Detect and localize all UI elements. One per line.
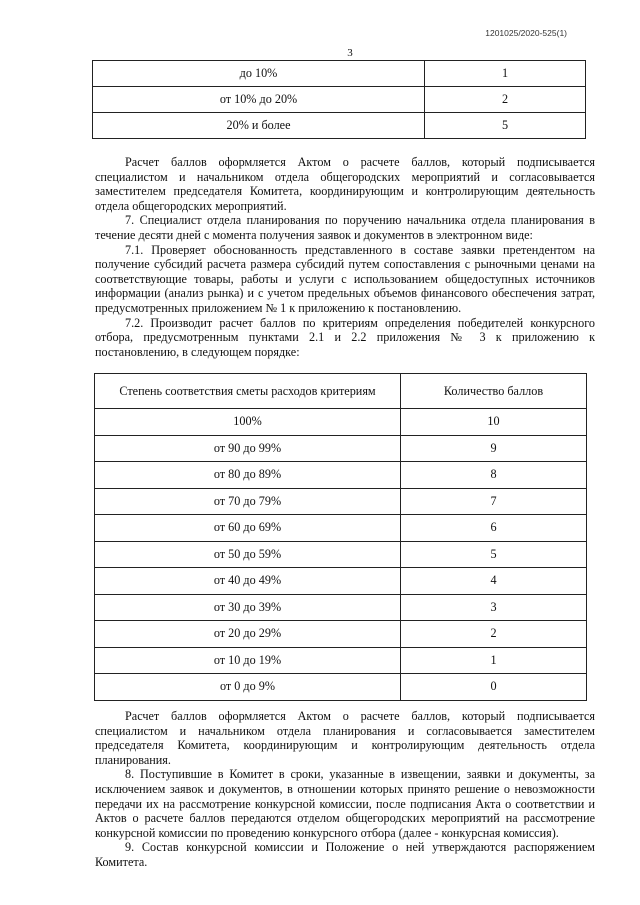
table-row <box>93 87 586 113</box>
paragraph-score-act: Расчет баллов оформляется Актом о расчете баллов, который подписывается специалистом и начальником отдела общегородских мероприятий и согласовывается заместителем председателя Комитета, координирующим и контролирующим деятельность отдела общегородских мероприятий. <box>95 155 595 213</box>
table-cell-score: 2 <box>425 87 586 113</box>
table-row <box>95 647 587 674</box>
table-row <box>95 674 587 701</box>
table-row <box>95 594 587 621</box>
table-row <box>95 568 587 595</box>
table-cell-range: от 40 до 49% <box>95 568 401 595</box>
table-row <box>95 409 587 436</box>
table-cell-score: 6 <box>401 515 587 542</box>
table-cell-score: 5 <box>425 113 586 139</box>
table-cell-range: от 60 до 69% <box>95 515 401 542</box>
paragraph-item-7: 7. Специалист отдела планирования по поручению начальника отдела планирования в течение десяти дней с момента получения заявок и документов в электронном виде: <box>95 213 595 242</box>
score-table-1 <box>92 60 586 139</box>
table-header-criteria: Степень соответствия сметы расходов критериям <box>95 374 401 409</box>
table-cell-range: от 10% до 20% <box>93 87 425 113</box>
body-text-section-2 <box>95 709 595 870</box>
paragraph-score-act-planning: Расчет баллов оформляется Актом о расчете баллов, который подписывается специалистом и начальником отдела планирования и согласовывается заместителем председателя Комитета, координирующим и контролирующим деятельность отдела планирования. <box>95 709 595 767</box>
table-row <box>95 462 587 489</box>
body-text-section-1 <box>95 155 595 359</box>
table-cell-range: от 90 до 99% <box>95 435 401 462</box>
table-cell-range: от 80 до 89% <box>95 462 401 489</box>
table-header-row <box>95 374 587 409</box>
table-cell-score: 9 <box>401 435 587 462</box>
table-cell-score: 10 <box>401 409 587 436</box>
table-cell-range: от 30 до 39% <box>95 594 401 621</box>
table-cell-range: от 20 до 29% <box>95 621 401 648</box>
paragraph-item-7-2: 7.2. Производит расчет баллов по критериям определения победителей конкурсного отбора, предусмотренным пунктами 2.1 и 2.2 приложения № 3 к приложению к постановлению, в следующем порядке: <box>95 315 595 359</box>
table-cell-range: до 10% <box>93 61 425 87</box>
table-row <box>95 621 587 648</box>
table-header-points: Количество баллов <box>401 374 587 409</box>
table-cell-score: 7 <box>401 488 587 515</box>
table-cell-score: 1 <box>401 647 587 674</box>
table-cell-score: 8 <box>401 462 587 489</box>
table-row <box>95 541 587 568</box>
table-cell-score: 5 <box>401 541 587 568</box>
table-cell-score: 1 <box>425 61 586 87</box>
document-number: 1201025/2020-525(1) <box>485 28 567 38</box>
table-cell-range: от 10 до 19% <box>95 647 401 674</box>
table-row <box>95 515 587 542</box>
paragraph-item-7-1: 7.1. Проверяет обоснованность представленного в составе заявки претендентом на получение субсидий расчета размера субсидий путем сопоставления с рыночными ценами на соответствующие товары, работы и услуги с использованием общедоступных источников информации (анализ рынка) и с учетом предельных объемов финансового обеспечения затрат, предусмотренных приложением № 1 к приложению к постановлению. <box>95 242 595 315</box>
paragraph-item-8: 8. Поступившие в Комитет в сроки, указанные в извещении, заявки и документы, за исключением заявок и документов, в отношении которых принято решение о невозможности передачи их на рассмотрение конкурсной комиссии, после подписания Акта о соответствии и Актов о расчете баллов передаются отделом общегородских мероприятий на рассмотрение конкурсной комиссии по проведению конкурсного отбора (далее - конкурсная комиссия). <box>95 767 595 840</box>
score-table-2 <box>94 373 587 701</box>
table-row <box>93 113 586 139</box>
table-cell-range: от 0 до 9% <box>95 674 401 701</box>
table-cell-range: от 50 до 59% <box>95 541 401 568</box>
table-cell-score: 2 <box>401 621 587 648</box>
table-cell-score: 3 <box>401 594 587 621</box>
paragraph-item-9: 9. Состав конкурсной комиссии и Положение о ней утверждаются распоряжением Комитета. <box>95 840 595 869</box>
table-row <box>93 61 586 87</box>
table-cell-range: 100% <box>95 409 401 436</box>
table-cell-score: 0 <box>401 674 587 701</box>
table-cell-range: от 70 до 79% <box>95 488 401 515</box>
table-cell-score: 4 <box>401 568 587 595</box>
table-row <box>95 488 587 515</box>
page-number: 3 <box>347 47 353 59</box>
table-cell-range: 20% и более <box>93 113 425 139</box>
table-row <box>95 435 587 462</box>
